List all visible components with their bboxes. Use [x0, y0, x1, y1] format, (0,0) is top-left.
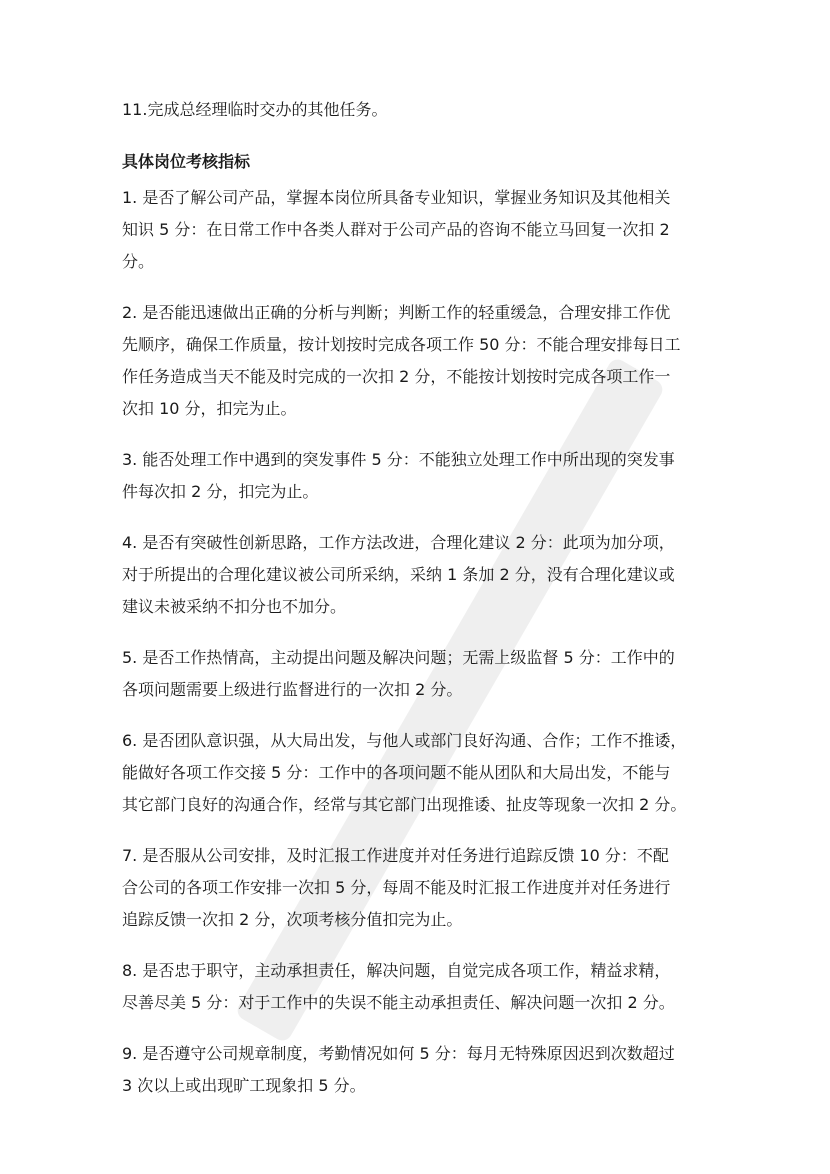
criteria-line: 能做好各项工作交接 5 分：工作中的各项问题不能从团队和大局出发，不能与	[122, 763, 671, 782]
criteria-line: 件每次扣 2 分，扣完为止。	[122, 482, 319, 501]
criteria-line: 8. 是否忠于职守，主动承担责任，解决问题，自觉完成各项工作，精益求精，	[122, 961, 671, 980]
criteria-line: 先顺序，确保工作质量，按计划按时完成各项工作 50 分：不能合理安排每日工	[122, 335, 681, 354]
criteria-line: 3. 能否处理工作中遇到的突发事件 5 分：不能独立处理工作中所出现的突发事	[122, 450, 675, 469]
criteria-line: 6. 是否团队意识强，从大局出发，与他人或部门良好沟通、合作；工作不推诿，	[122, 731, 687, 750]
criteria-item-1	[122, 182, 722, 278]
criteria-item-9	[122, 1038, 722, 1102]
criteria-item-7	[122, 840, 722, 936]
criteria-item-3	[122, 444, 722, 508]
criteria-line: 分。	[122, 252, 155, 271]
criteria-line: 追踪反馈一次扣 2 分，次项考核分值扣完为止。	[122, 910, 463, 929]
criteria-line: 2. 是否能迅速做出正确的分析与判断；判断工作的轻重缓急，合理安排工作优	[122, 303, 671, 322]
criteria-item-8	[122, 955, 722, 1019]
criteria-line: 各项问题需要上级进行监督进行的一次扣 2 分。	[122, 680, 463, 699]
criteria-line: 5. 是否工作热情高，主动提出问题及解决问题；无需上级监督 5 分：工作中的	[122, 648, 675, 667]
criteria-list	[122, 182, 722, 1102]
criteria-line: 知识 5 分：在日常工作中各类人群对于公司产品的咨询不能立马回复一次扣 2	[122, 220, 670, 239]
criteria-item-5	[122, 642, 722, 706]
criteria-line: 1. 是否了解公司产品，掌握本岗位所具备专业知识，掌握业务知识及其他相关	[122, 188, 671, 207]
criteria-line: 其它部门良好的沟通合作，经常与其它部门出现推诿、扯皮等现象一次扣 2 分。	[122, 795, 687, 814]
intro-line: 11.完成总经理临时交办的其他任务。	[122, 100, 388, 119]
criteria-line: 尽善尽美 5 分：对于工作中的失误不能主动承担责任、解决问题一次扣 2 分。	[122, 993, 675, 1012]
criteria-line: 合公司的各项工作安排一次扣 5 分，每周不能及时汇报工作进度并对任务进行	[122, 878, 671, 897]
criteria-line: 建议未被采纳不扣分也不加分。	[122, 597, 347, 616]
criteria-item-4	[122, 527, 722, 623]
criteria-line: 作任务造成当天不能及时完成的一次扣 2 分，不能按计划按时完成各项工作一	[122, 367, 671, 386]
criteria-line: 7. 是否服从公司安排，及时汇报工作进度并对任务进行追踪反馈 10 分：不配	[122, 846, 669, 865]
document-body	[122, 96, 722, 1121]
criteria-line: 3 次以上或出现旷工现象扣 5 分。	[122, 1076, 366, 1095]
section-title: 具体岗位考核指标	[122, 152, 251, 171]
criteria-line: 9. 是否遵守公司规章制度，考勤情况如何 5 分：每月无特殊原因迟到次数超过	[122, 1044, 675, 1063]
criteria-item-6	[122, 725, 722, 821]
criteria-line: 次扣 10 分，扣完为止。	[122, 399, 297, 418]
criteria-line: 对于所提出的合理化建议被公司所采纳，采纳 1 条加 2 分，没有合理化建议或	[122, 565, 675, 584]
criteria-item-2	[122, 297, 722, 425]
criteria-line: 4. 是否有突破性创新思路，工作方法改进，合理化建议 2 分：此项为加分项，	[122, 533, 675, 552]
